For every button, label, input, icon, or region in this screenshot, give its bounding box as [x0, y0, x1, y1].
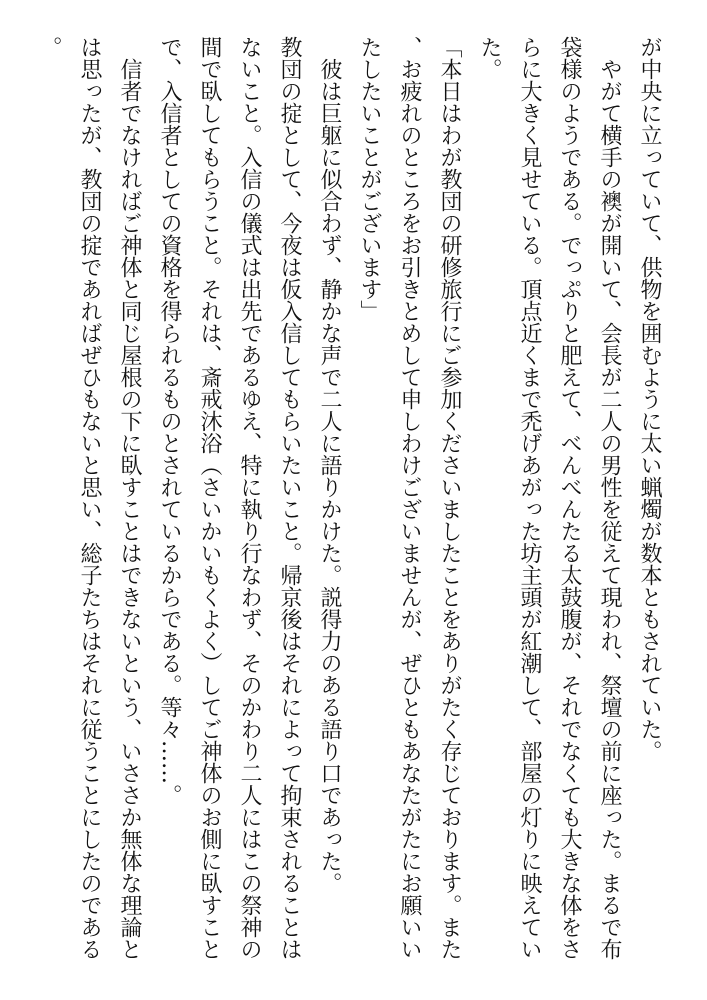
paragraph-3-dialogue: 「本日はわが教団の研修旅行にご参加くださいましたことをありがたく存じております。また、お疲れのところをお引きとめして申しわけございませんが、ぜひともあなたがたにお願いいたしたいことがございます」 — [357, 36, 462, 960]
paragraph-5: 教団の掟として、今夜は仮入信してもらいたいこと。帰京後はそれによって拘束されることはないこと。入信の儀式は出先であるゆえ、特に執り行なわず、そのかわり二人にはこの祭神の間で臥してもらうこと。それは、斎戒沐浴（さいかいもくよく）してご神体のお側に臥すことで、入信者としての資格を得られるものとされているからである。等々……。 — [157, 36, 302, 960]
paragraph-2: やがて横手の襖が開いて、会長が二人の男性を従えて現われ、祭壇の前に座った。まるで布袋様のようである。でっぷりと肥えて、べんべんたる太鼓腹が、それでなくても大きな体をさらに大きく見せている。頂点近くまで禿げあがった坊主頭が紅潮して、部屋の灯りに映えていた。 — [477, 36, 622, 960]
paragraph-6: 信者でなければご神体と同じ屋根の下に臥すことはできないという、いささか無体な理論とは思ったが、教団の掟であればぜひもないと思い、総子たちはそれに従うことにしたのである。 — [37, 36, 142, 960]
vertical-text-body — [29, 36, 669, 976]
paragraph-4: 彼は巨躯に似合わず、静かな声で二人に語りかけた。説得力のある語り口であった。 — [317, 58, 342, 894]
paragraph-1: が中央に立っていて、供物を囲むように太い蝋燭が数本ともされていた。 — [637, 36, 662, 762]
